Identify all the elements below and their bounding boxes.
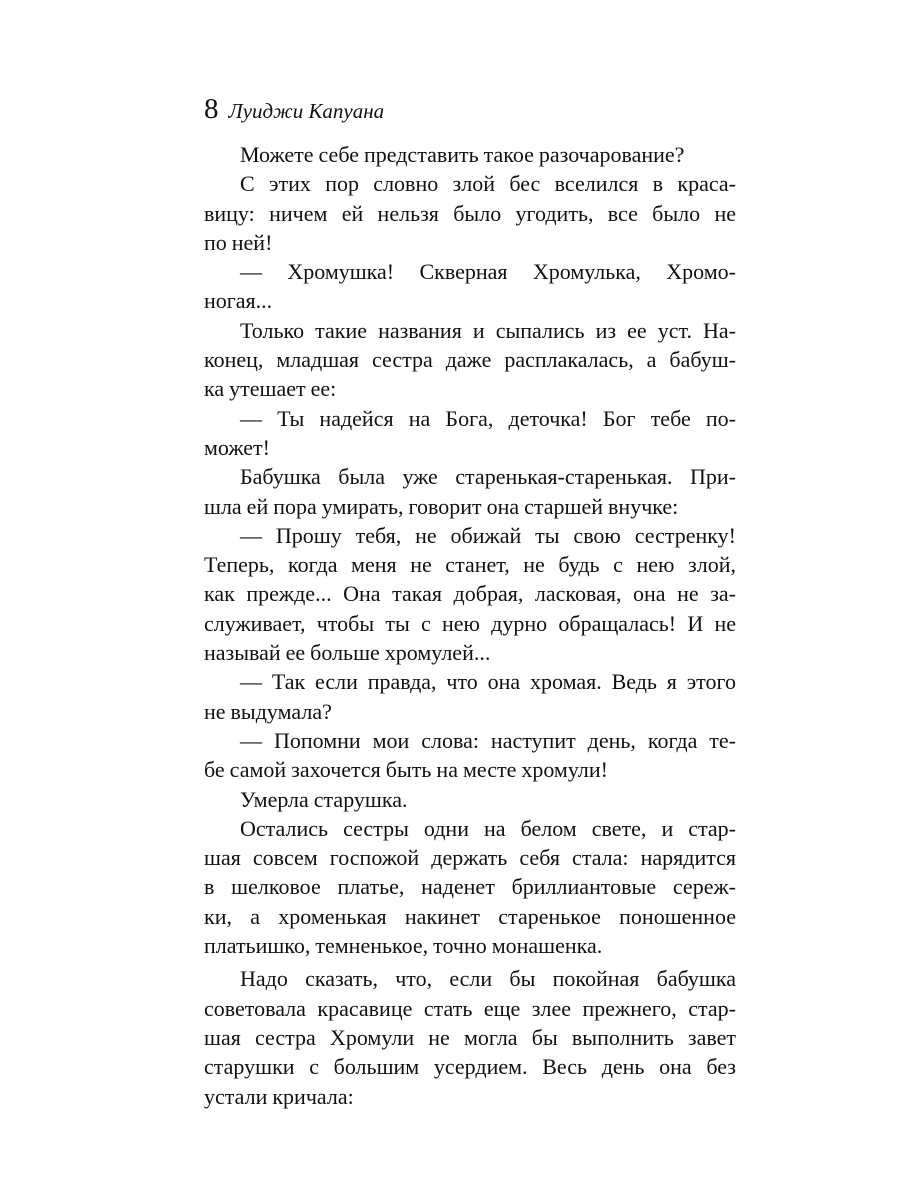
text-line: Бабушка была уже старенькая-старенькая. При- xyxy=(240,464,736,490)
text-line: — Попомни мои слова: наступит день, когда те- xyxy=(240,727,736,753)
text-line: советовала красавице стать еще злее прежнего, стар- xyxy=(204,995,736,1021)
text-line: может! xyxy=(204,434,270,460)
page-number: 8 xyxy=(204,93,219,125)
text-line: шла ей пора умирать, говорит она старшей внучке: xyxy=(204,493,679,519)
text-line: конец, младшая сестра даже расплакалась, а бабуш- xyxy=(204,347,736,373)
text-line: — Хромушка! Скверная Хромулька, Хромо- xyxy=(240,259,736,285)
text-line: Только такие названия и сыпались из ее уст. На- xyxy=(240,317,736,343)
text-line: в шелковое платье, наденет бриллиантовые сереж- xyxy=(204,874,736,900)
text-line: шая совсем госпожой держать себя стала: нарядится xyxy=(204,845,736,871)
text-line: не выдумала? xyxy=(204,698,332,724)
author-name: Луиджи Капуана xyxy=(228,99,385,123)
text-line: Остались сестры одни на белом свете, и стар- xyxy=(240,815,736,841)
text-line: шая сестра Хромули не могла бы выполнить завет xyxy=(204,1024,736,1050)
text-line: ногая... xyxy=(204,288,273,314)
text-line: старушки с большим усердием. Весь день она без xyxy=(204,1054,736,1080)
text-line: Умерла старушка. xyxy=(240,786,408,812)
text-line: бе самой захочется быть на месте хромули! xyxy=(204,757,608,783)
text-line: ки, а хроменькая накинет старенькое поношенное xyxy=(204,903,736,929)
text-line: платьишко, темненькое, точно монашенка. xyxy=(204,933,603,959)
text-line: Надо сказать, что, если бы покойная бабушка xyxy=(240,966,736,992)
text-line: — Ты надейся на Бога, деточка! Бог тебе по- xyxy=(240,405,736,431)
text-line: устали кричала: xyxy=(204,1083,354,1109)
text-line: Можете себе представить такое разочарование? xyxy=(240,142,685,167)
text-line: по ней! xyxy=(204,229,273,255)
text-line: называй ее больше хромулей... xyxy=(204,640,491,666)
text-line: ка утешает ее: xyxy=(204,376,337,402)
text-line: — Так если правда, что она хромая. Ведь я этого xyxy=(240,669,736,695)
text-line: служивает, чтобы ты с нею дурно обращалась! И не xyxy=(204,610,736,636)
text-line: — Прошу тебя, не обижай ты свою сестренку! xyxy=(240,522,736,548)
text-line: вицу: ничем ей нельзя было угодить, все было не xyxy=(204,200,736,226)
body-text xyxy=(204,140,736,1111)
running-head xyxy=(204,92,384,126)
text-line: Теперь, когда меня не станет, не будь с нею злой, xyxy=(204,552,736,578)
text-line: С этих пор словно злой бес вселился в краса- xyxy=(240,171,736,197)
text-line: как прежде... Она такая добрая, ласковая, она не за- xyxy=(204,581,736,607)
